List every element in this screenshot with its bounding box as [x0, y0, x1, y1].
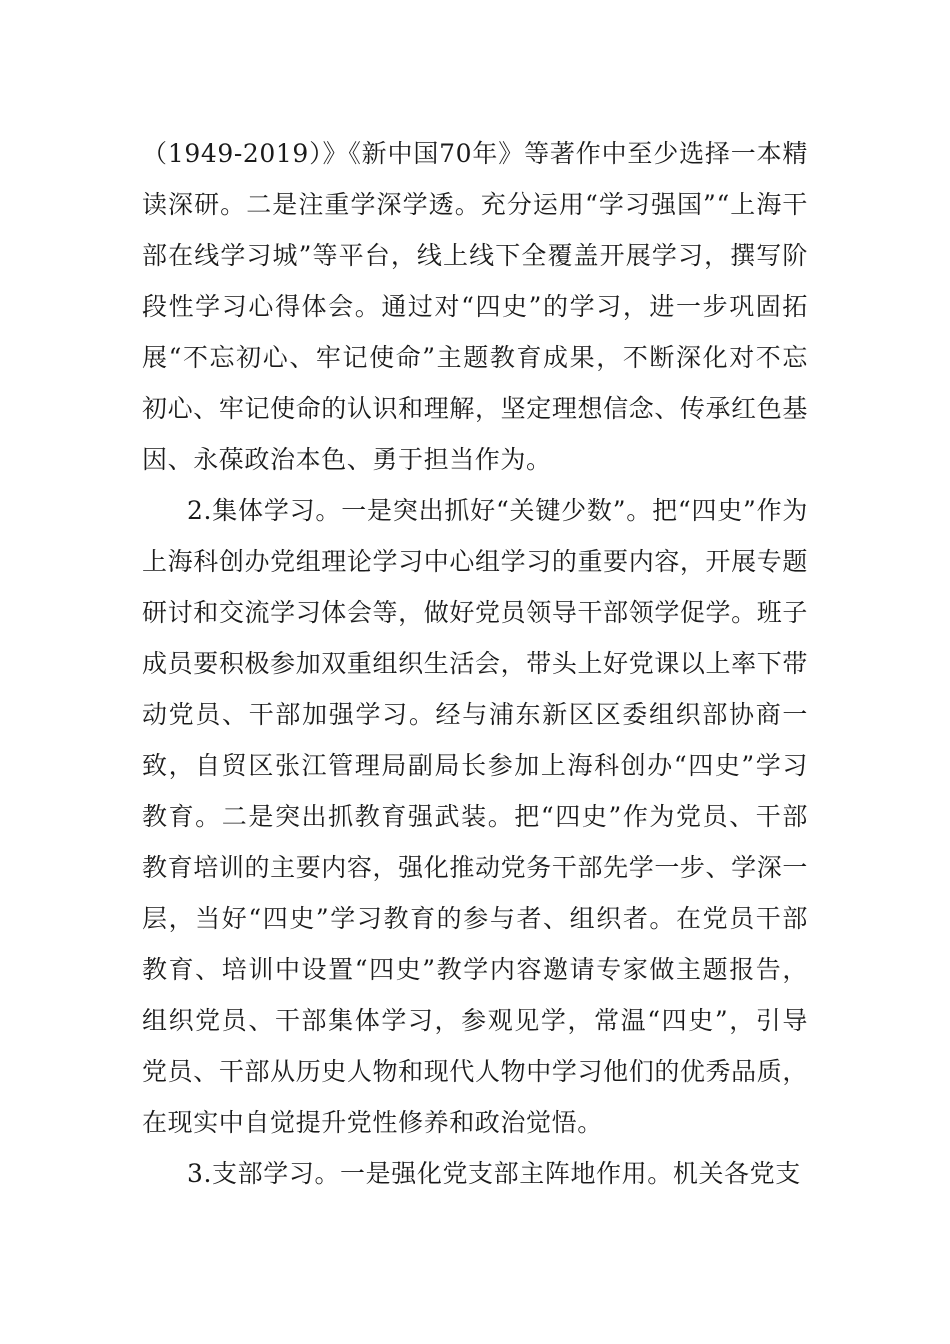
- paragraph-collective-study: 2.集体学习。一是突出抓好“关键少数”。把“四史”作为上海科创办党组理论学习中心组学习的重要内容，开展专题研讨和交流学习体会等，做好党员领导干部领学促学。班子成员要积极参加双重组织生活会，带头上好党课以上率下带动党员、干部加强学习。经与浦东新区区委组织部协商一致，自贸区张江管理局副局长参加上海科创办“四史”学习教育。二是突出抓教育强武装。把“四史”作为党员、干部教育培训的主要内容，强化推动党务干部先学一步、学深一层，当好“四史”学习教育的参与者、组织者。在党员干部教育、培训中设置“四史”教学内容邀请专家做主题报告，组织党员、干部集体学习，参观见学，常温“四史”，引导党员、干部从历史人物和现代人物中学习他们的优秀品质，在现实中自觉提升党性修养和政治觉悟。: [142, 496, 808, 1137]
- paragraph-branch-study: 3.支部学习。一是强化党支部主阵地作用。机关各党支: [187, 1159, 801, 1188]
- document-body: [142, 128, 808, 1199]
- paragraph-continuation: （1949-2019）》《新中国70年》等著作中至少选择一本精读深研。二是注重学深学透。充分运用“学习强国”“上海干部在线学习城”等平台，线上线下全覆盖开展学习，撰写阶段性学习心得体会。通过对“四史”的学习，进一步巩固拓展“不忘初心、牢记使命”主题教育成果，不断深化对不忘初心、牢记使命的认识和理解，坚定理想信念、传承红色基因、永葆政治本色、勇于担当作为。: [142, 139, 808, 474]
